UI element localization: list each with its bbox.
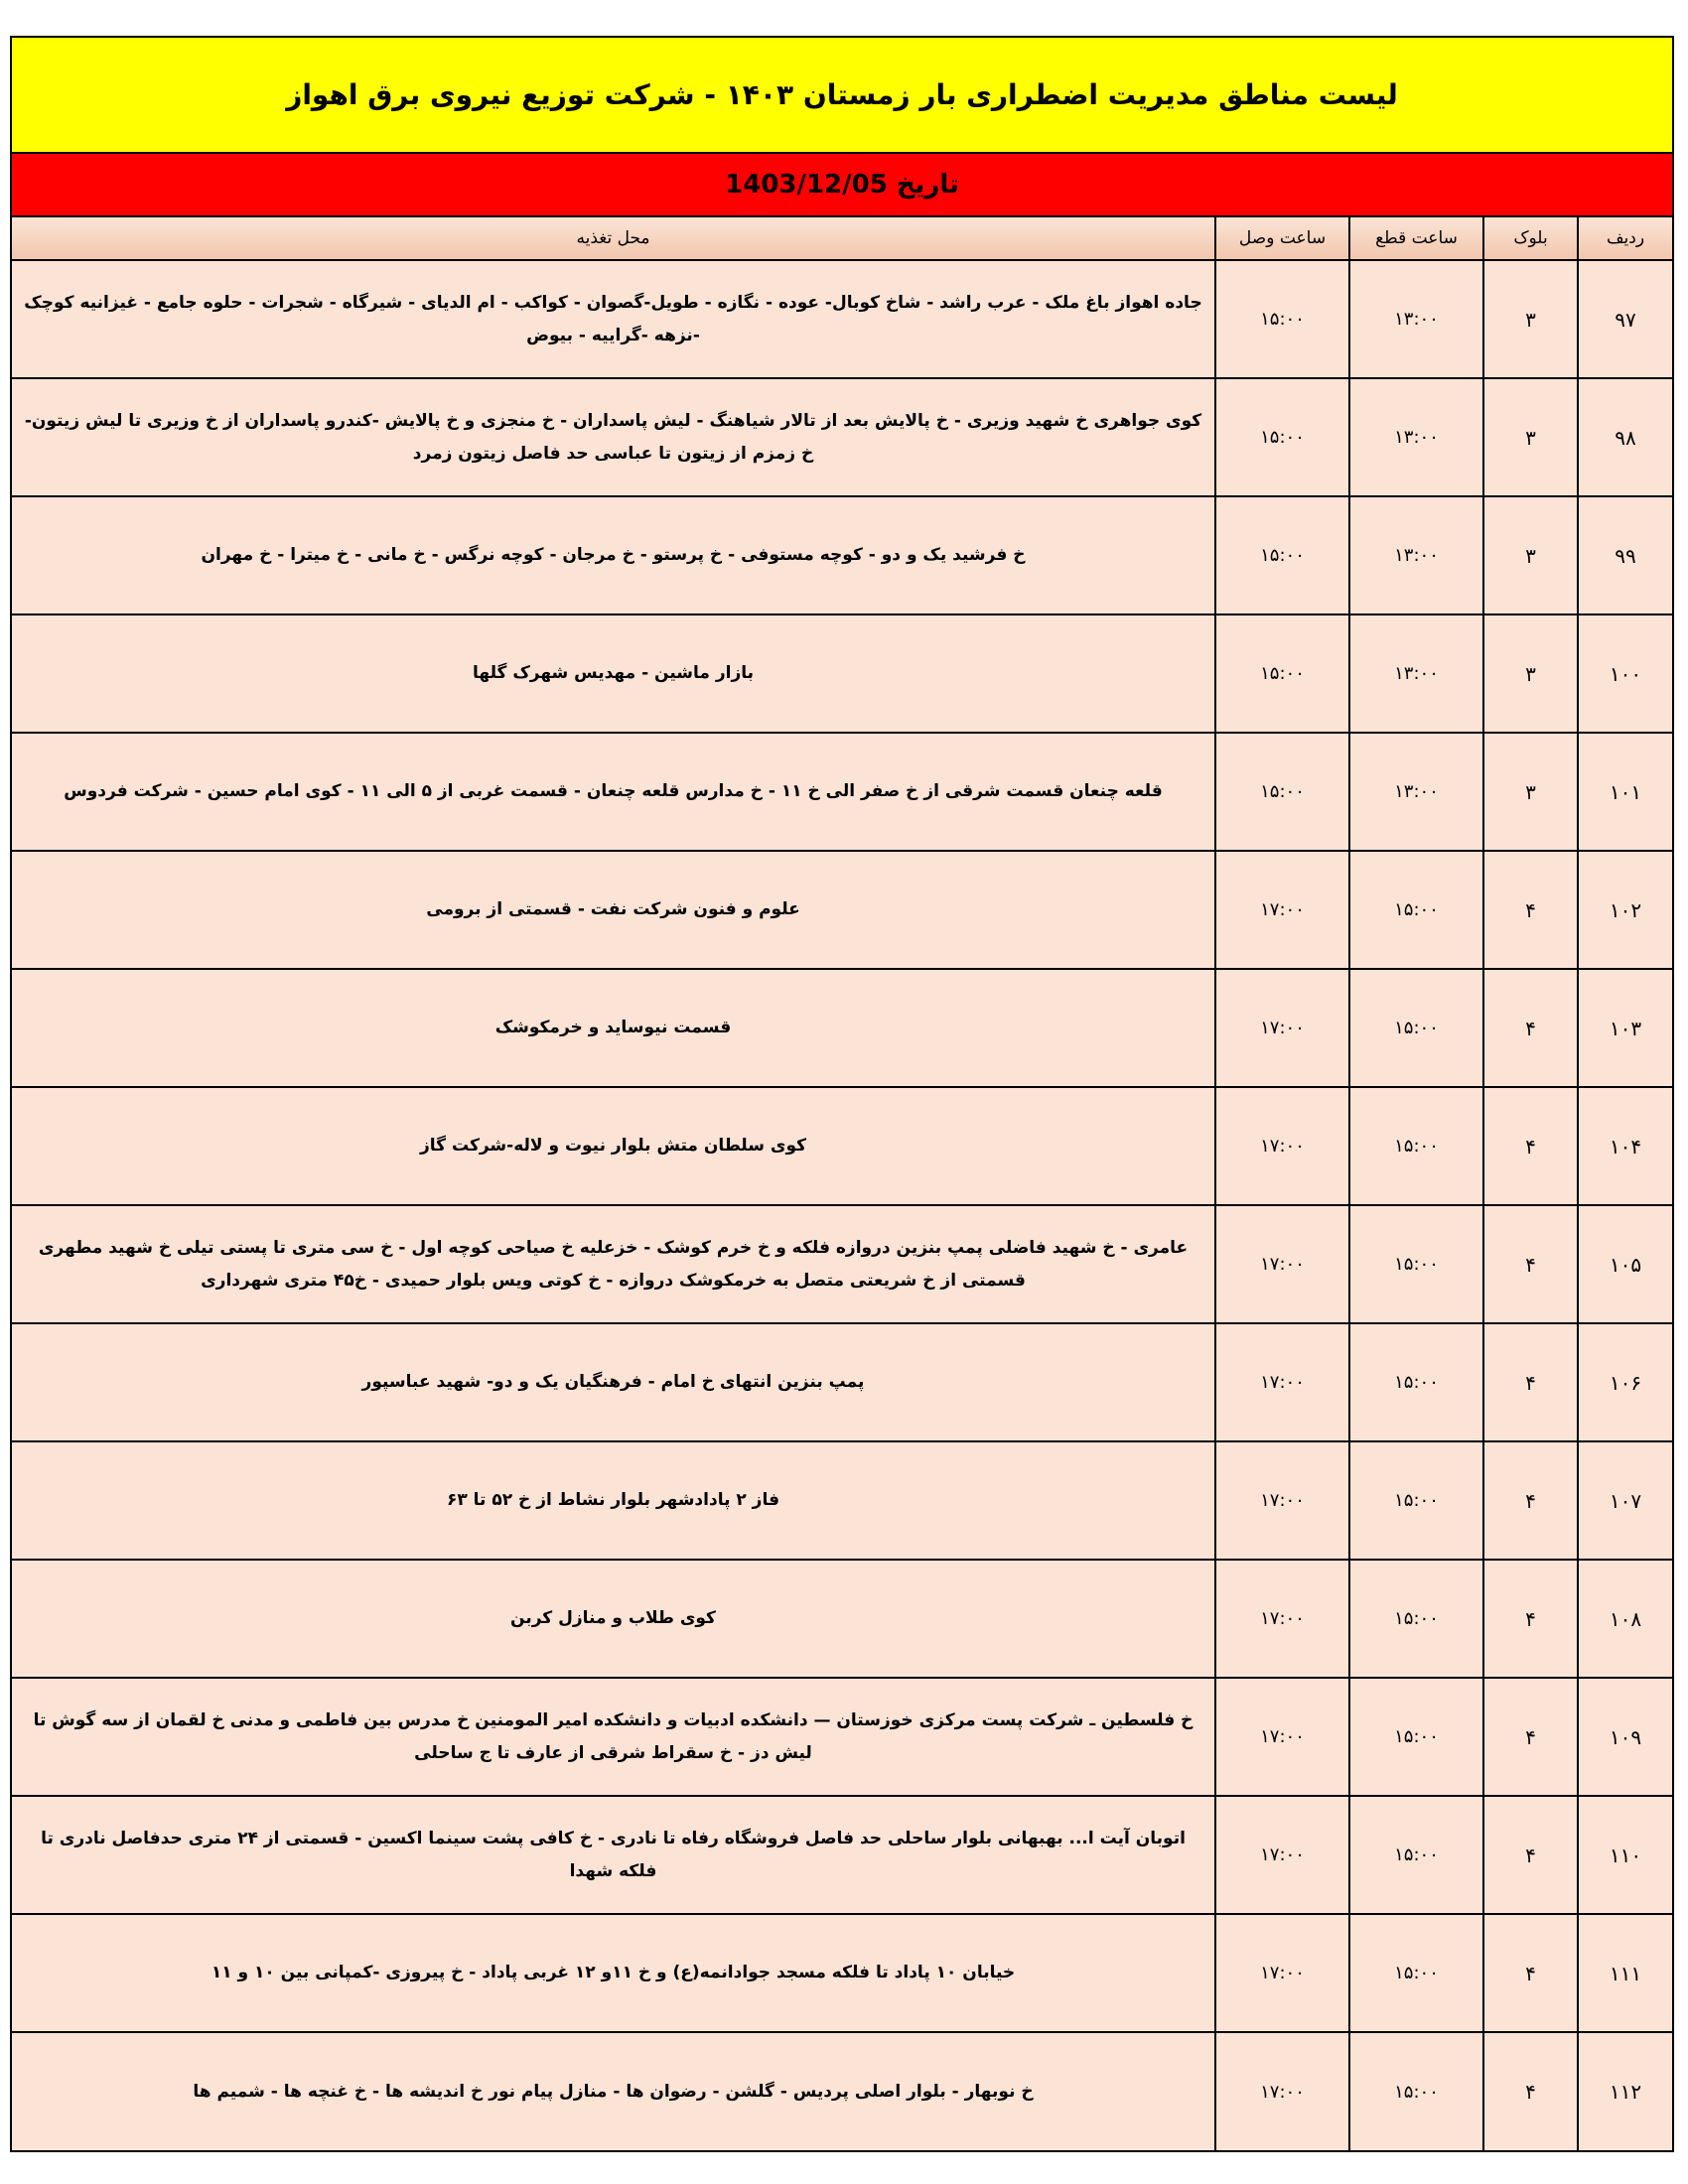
cut-time: ۱۵:۰۰	[1349, 1323, 1483, 1441]
connect-time: ۱۷:۰۰	[1215, 969, 1349, 1087]
location: قلعه چنعان قسمت شرقی از خ صفر الی خ ۱۱ - خ مدارس قلعه چنعان - قسمت غربی از ۵ الی ۱۱ - کوی امام حسین - شرکت فردوس	[12, 733, 1215, 851]
cut-time: ۱۳:۰۰	[1349, 733, 1483, 851]
cut-time: ۱۳:۰۰	[1349, 260, 1483, 378]
row-number: ۱۱۲	[1578, 2032, 1672, 2150]
connect-time: ۱۷:۰۰	[1215, 1441, 1349, 1560]
location: جاده اهواز باغ ملک - عرب راشد - شاخ کوبال- عوده - نگازه - طویل-گصوان - کواکب - ام الدیای - شیرگاه - شجرات - حلوه جامع - غیزانیه کوچک -نزهه -گراییه - بیوض	[12, 260, 1215, 378]
location: عامری - خ شهید فاضلی پمپ بنزین دروازه فلکه و خ خرم کوشک - خزعلیه خ صیاحی کوچه اول - خ سی متری تا پستی تیلی خ شهید مطهری قسمتی از خ شریعتی متصل به خرمکوشک دروازه - خ کوتی ویس بلوار حمیدی - خ۴۵ متری شهرداری	[12, 1205, 1215, 1323]
table-row	[12, 2032, 1672, 2150]
table-row	[12, 851, 1672, 969]
row-number: ۹۷	[1578, 260, 1672, 378]
connect-time: ۱۷:۰۰	[1215, 1914, 1349, 2032]
header-block: بلوک	[1483, 217, 1578, 260]
table-row	[12, 733, 1672, 851]
header-cut-time: ساعت قطع	[1349, 217, 1483, 260]
location: کوی سلطان متش بلوار نیوت و لاله-شرکت گاز	[12, 1087, 1215, 1205]
connect-time: ۱۷:۰۰	[1215, 1678, 1349, 1796]
document-title: لیست مناطق مدیریت اضطراری بار زمستان ۱۴۰۳ - شرکت توزیع نیروی برق اهواز	[12, 38, 1672, 154]
location: اتوبان آیت ا... بهبهانی بلوار ساحلی حد فاصل فروشگاه رفاه تا نادری - خ کافی پشت سینما اکسین - قسمتی از ۲۴ متری حدفاصل نادری تا فلکه شهدا	[12, 1796, 1215, 1914]
table-row	[12, 1323, 1672, 1441]
block-number: ۴	[1483, 2032, 1578, 2150]
block-number: ۴	[1483, 1678, 1578, 1796]
block-number: ۴	[1483, 969, 1578, 1087]
row-number: ۱۰۳	[1578, 969, 1672, 1087]
row-number: ۱۰۰	[1578, 614, 1672, 733]
location: خ فلسطین ـ شرکت پست مرکزی خوزستان — دانشکده ادبیات و دانشکده امیر المومنین خ مدرس بین فاطمی و مدنی خ لقمان از سه گوش تا لیش دز - خ سقراط شرقی از عارف تا ج ساحلی	[12, 1678, 1215, 1796]
cut-time: ۱۵:۰۰	[1349, 1560, 1483, 1678]
table-row	[12, 969, 1672, 1087]
row-number: ۱۱۰	[1578, 1796, 1672, 1914]
table-row	[12, 1087, 1672, 1205]
row-number: ۱۰۷	[1578, 1441, 1672, 1560]
block-number: ۳	[1483, 614, 1578, 733]
cut-time: ۱۵:۰۰	[1349, 1678, 1483, 1796]
cut-time: ۱۵:۰۰	[1349, 1087, 1483, 1205]
table-row	[12, 1796, 1672, 1914]
connect-time: ۱۷:۰۰	[1215, 1087, 1349, 1205]
location: بازار ماشین - مهدیس شهرک گلها	[12, 614, 1215, 733]
table-row	[12, 1205, 1672, 1323]
cut-time: ۱۳:۰۰	[1349, 614, 1483, 733]
block-number: ۴	[1483, 1796, 1578, 1914]
cut-time: ۱۵:۰۰	[1349, 969, 1483, 1087]
block-number: ۴	[1483, 851, 1578, 969]
block-number: ۳	[1483, 496, 1578, 614]
connect-time: ۱۷:۰۰	[1215, 851, 1349, 969]
connect-time: ۱۵:۰۰	[1215, 614, 1349, 733]
outage-table	[12, 217, 1672, 2150]
table-row	[12, 378, 1672, 496]
cut-time: ۱۵:۰۰	[1349, 2032, 1483, 2150]
row-number: ۱۰۹	[1578, 1678, 1672, 1796]
header-connect-time: ساعت وصل	[1215, 217, 1349, 260]
row-number: ۹۹	[1578, 496, 1672, 614]
table-row	[12, 496, 1672, 614]
connect-time: ۱۷:۰۰	[1215, 1796, 1349, 1914]
location: کوی طلاب و منازل کربن	[12, 1560, 1215, 1678]
cut-time: ۱۵:۰۰	[1349, 1914, 1483, 2032]
block-number: ۴	[1483, 1087, 1578, 1205]
row-number: ۱۰۱	[1578, 733, 1672, 851]
block-number: ۴	[1483, 1323, 1578, 1441]
cut-time: ۱۳:۰۰	[1349, 378, 1483, 496]
connect-time: ۱۷:۰۰	[1215, 2032, 1349, 2150]
schedule-date: تاریخ 1403/12/05	[12, 154, 1672, 217]
block-number: ۴	[1483, 1205, 1578, 1323]
cut-time: ۱۵:۰۰	[1349, 1205, 1483, 1323]
location: خیابان ۱۰ پاداد تا فلکه مسجد جوادانمه(ع) و خ ۱۱و ۱۲ غربی پاداد - خ پیروزی -کمپانی بین ۱۰ و ۱۱	[12, 1914, 1215, 2032]
header-location: محل تغذیه	[12, 217, 1215, 260]
row-number: ۱۰۵	[1578, 1205, 1672, 1323]
block-number: ۴	[1483, 1441, 1578, 1560]
location: فاز ۲ پادادشهر بلوار نشاط از خ ۵۲ تا ۶۳	[12, 1441, 1215, 1560]
row-number: ۱۰۲	[1578, 851, 1672, 969]
connect-time: ۱۷:۰۰	[1215, 1560, 1349, 1678]
location: کوی جواهری خ شهید وزیری - خ پالایش بعد از تالار شیاهنگ - لیش پاسداران - خ منجزی و خ پالایش -کندرو پاسداران از خ وزیری تا لیش زیتون- خ زمزم از زیتون تا عباسی حد فاصل زیتون زمرد	[12, 378, 1215, 496]
location: علوم و فنون شرکت نفت - قسمتی از برومی	[12, 851, 1215, 969]
row-number: ۱۰۴	[1578, 1087, 1672, 1205]
location: پمپ بنزین انتهای خ امام - فرهنگیان یک و دو- شهید عباسپور	[12, 1323, 1215, 1441]
block-number: ۳	[1483, 733, 1578, 851]
row-number: ۱۰۶	[1578, 1323, 1672, 1441]
table-row	[12, 614, 1672, 733]
location: قسمت نیوساید و خرمکوشک	[12, 969, 1215, 1087]
row-number: ۱۰۸	[1578, 1560, 1672, 1678]
row-number: ۱۱۱	[1578, 1914, 1672, 2032]
table-header-row	[12, 217, 1672, 260]
table-row	[12, 260, 1672, 378]
connect-time: ۱۵:۰۰	[1215, 733, 1349, 851]
connect-time: ۱۷:۰۰	[1215, 1205, 1349, 1323]
cut-time: ۱۵:۰۰	[1349, 851, 1483, 969]
location: خ نوبهار - بلوار اصلی پردیس - گلشن - رضوان ها - منازل پیام نور خ اندیشه ها - خ غنچه ها - شمیم ها	[12, 2032, 1215, 2150]
cut-time: ۱۵:۰۰	[1349, 1441, 1483, 1560]
table-row	[12, 1441, 1672, 1560]
block-number: ۴	[1483, 1914, 1578, 2032]
connect-time: ۱۵:۰۰	[1215, 260, 1349, 378]
cut-time: ۱۳:۰۰	[1349, 496, 1483, 614]
header-row-number: ردیف	[1578, 217, 1672, 260]
block-number: ۳	[1483, 260, 1578, 378]
block-number: ۴	[1483, 1560, 1578, 1678]
connect-time: ۱۵:۰۰	[1215, 496, 1349, 614]
connect-time: ۱۵:۰۰	[1215, 378, 1349, 496]
block-number: ۳	[1483, 378, 1578, 496]
table-row	[12, 1560, 1672, 1678]
table-row	[12, 1678, 1672, 1796]
location: خ فرشید یک و دو - کوچه مستوفی - خ پرستو - خ مرجان - کوچه نرگس - خ مانی - خ میترا - خ مهران	[12, 496, 1215, 614]
row-number: ۹۸	[1578, 378, 1672, 496]
connect-time: ۱۷:۰۰	[1215, 1323, 1349, 1441]
table-row	[12, 1914, 1672, 2032]
schedule-sheet	[10, 36, 1674, 2152]
cut-time: ۱۵:۰۰	[1349, 1796, 1483, 1914]
